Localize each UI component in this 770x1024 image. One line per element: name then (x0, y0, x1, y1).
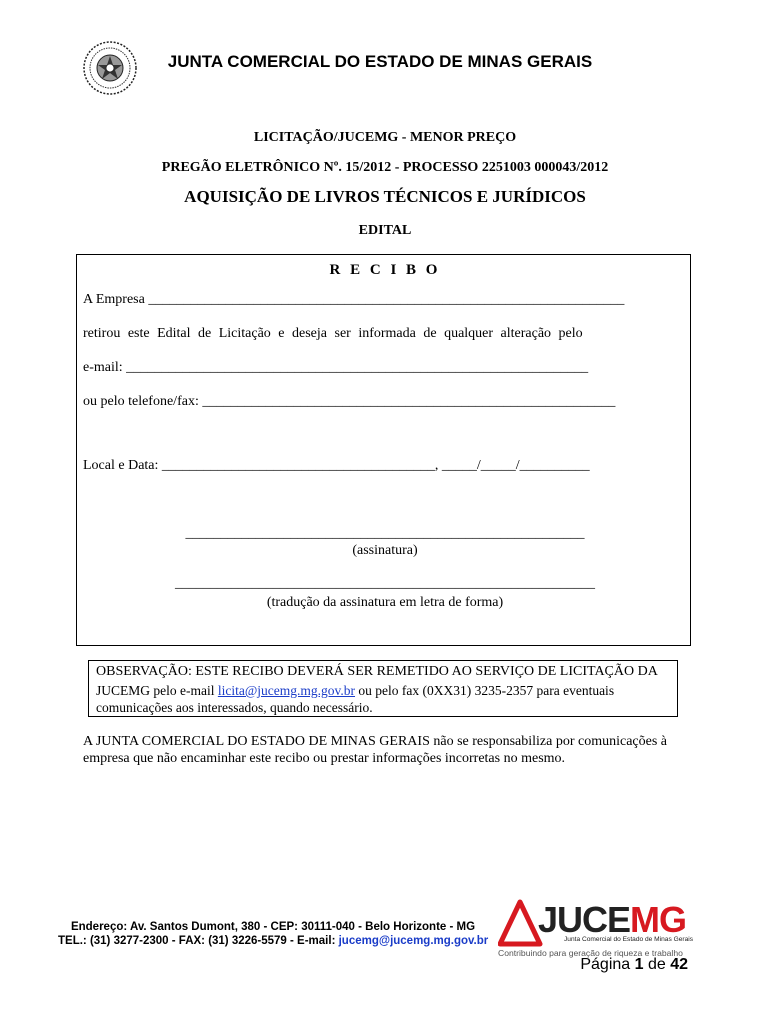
receipt-title: R E C I B O (329, 262, 441, 278)
acquisition-title: AQUISIÇÃO DE LIVROS TÉCNICOS E JURÍDICOS (184, 187, 586, 206)
page-number (560, 956, 688, 974)
printed-name-line: ____________________________________________________________ (175, 576, 595, 591)
logo-brand-black: JUCE (538, 899, 631, 940)
page-current: 1 (634, 956, 644, 973)
phone-fax-field-line: ou pelo telefone/fax: ___________________________________________________________ (83, 394, 616, 409)
footer-address: Endereço: Av. Santos Dumont, 380 - CEP: 30111-040 - Belo Horizonte - MG (70, 921, 476, 933)
svg-text:JUCEMG (538, 899, 686, 940)
edital-heading: EDITAL (358, 223, 412, 238)
logo-tagline: Contribuindo para geração de riqueza e trabalho (498, 948, 683, 958)
disclaimer-line-1: A JUNTA COMERCIAL DO ESTADO DE MINAS GERAIS não se responsabiliza por comunicações à (83, 734, 667, 749)
receipt-statement: retirou este Edital de Licitação e deseja ser informada de qualquer alteração pelo (83, 326, 583, 341)
company-field-line: A Empresa ____________________________________________________________________ (83, 292, 625, 307)
footer-email-link[interactable]: jucemg@jucemg.mg.gov.br (338, 935, 489, 947)
footer-contact (58, 935, 488, 947)
signature-line: _________________________________________________________ (185, 526, 585, 541)
observation-line-3: comunicações aos interessados, quando necessário. (96, 700, 373, 715)
observation-line-2 (96, 683, 614, 699)
bidding-email-link[interactable]: licita@jucemg.mg.gov.br (217, 683, 356, 698)
place-date-field-line: Local e Data: _______________________________________, _____/_____/__________ (83, 458, 590, 473)
signature-label: (assinatura) (352, 543, 418, 558)
email-field-line: e-mail: __________________________________________________________________ (83, 360, 589, 375)
page-of: de (643, 956, 671, 973)
process-number-line: PREGÃO ELETRÔNICO Nº. 15/2012 - PROCESSO 2251003 000043/2012 (161, 160, 609, 175)
printed-name-label: (tradução da assinatura em letra de forma) (266, 595, 504, 610)
observation-line-2-suffix: ou pelo fax (0XX31) 3235-2357 para eventuais (355, 683, 615, 698)
footer-phone-fax: TEL.: (31) 3277-2300 - FAX: (31) 3226-5579 - E-mail: (58, 935, 339, 947)
jucemg-logo (498, 894, 698, 960)
coat-of-arms-seal (82, 40, 138, 96)
bid-type-line: LICITAÇÃO/JUCEMG - MENOR PREÇO (253, 130, 517, 145)
page-total: 42 (670, 956, 688, 973)
logo-subtitle: Junta Comercial do Estado de Minas Gerais (564, 936, 694, 943)
disclaimer-line-2: empresa que não encaminhar este recibo ou prestar informações incorretas no mesmo. (83, 751, 566, 766)
logo-brand-red: MG (630, 899, 687, 940)
organization-title: JUNTA COMERCIAL DO ESTADO DE MINAS GERAIS (167, 52, 593, 71)
observation-line-1: OBSERVAÇÃO: ESTE RECIBO DEVERÁ SER REMETIDO AO SERVIÇO DE LICITAÇÃO DA (96, 664, 658, 679)
page-label: Página (580, 956, 635, 973)
observation-line-2-prefix: JUCEMG pelo e-mail (96, 683, 218, 698)
